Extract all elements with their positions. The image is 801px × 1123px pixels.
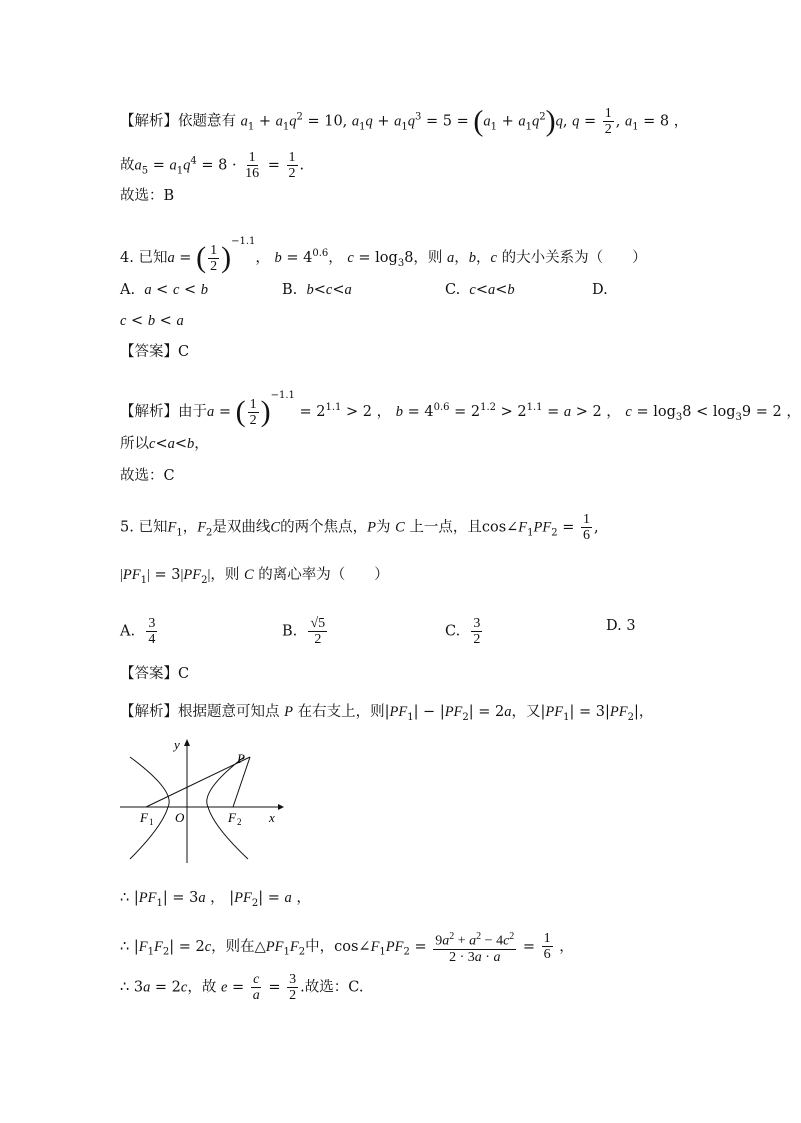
- text: ，又: [511, 704, 541, 720]
- segment-f1-p: [146, 757, 250, 807]
- analysis-label: 【解析】: [120, 113, 178, 130]
- answer-value: C: [178, 344, 190, 360]
- text: 上一点，且: [409, 519, 482, 536]
- text: ，则在: [211, 938, 255, 955]
- q5-step2: ∴ $|F_1F_2| = 2c$，则在$\triangle PF_1F_2$中，$\cos\angle F_1PF_2$ = $\frac{9a^2 + a^2 - 4c^2}{2 \cdot 3a \cdot a}$ = $\frac{1}{6}$ ，: [120, 931, 574, 965]
- q5-option-b: [282, 616, 329, 647]
- q5-step1: ∴ $|PF_1| = 3a$ ， $|PF_2| = a$ ，: [120, 890, 311, 909]
- text: 在右支上，则: [297, 704, 385, 720]
- q4-option-d-text: c < b < a: [120, 313, 184, 329]
- hyperbola-figure: [118, 735, 288, 865]
- q5-analysis: 【解析】根据题意可知点 P 在右支上，则$|PF_1| - |PF_2| = 2a$，又$|PF_1| = 3|PF_2|$，: [120, 704, 654, 723]
- fraction: $\frac{1}{2}$: [210, 242, 218, 274]
- f1-subscript: 1: [149, 817, 154, 827]
- text: 故: [120, 157, 135, 174]
- text: 的离心率为（ ）: [258, 567, 389, 583]
- q4-answer: [120, 342, 189, 362]
- q4-number: 4. 已知: [120, 250, 168, 266]
- analysis-label: 【解析】: [120, 404, 178, 420]
- q4-option-a: A. a < c < b: [120, 282, 208, 298]
- q5-option-c: [445, 616, 484, 647]
- origin-label: O: [175, 810, 185, 825]
- fraction: $\frac{1}{2}$: [249, 396, 257, 428]
- y-axis-arrow: [184, 739, 190, 746]
- hyperbola-right-branch: [207, 757, 248, 859]
- q4-stem: 4. 已知a = ( $\frac{1}{2}$ )$^{-1.1}$， $b = 4^{0.6}$， $c = \log_38$，则 a，b，c 的大小关系为（ ）: [120, 236, 647, 274]
- q5-stem-line2: $|PF_1| = 3|PF_2|$，则 C 的离心率为（ ）: [120, 567, 389, 586]
- q5-answer: [120, 664, 189, 684]
- text: ，则: [210, 567, 240, 583]
- fraction: $\frac{1}{16}$: [245, 150, 260, 181]
- q5-stem: 5. 已知$F_1$，$F_2$是双曲线C的两个焦点，P为 C 上一点，且$\cos\angle F_1PF_2$ = $\frac{1}{6}$ ,: [120, 512, 599, 543]
- q3-analysis-line2: 故$a_5 = a_1q^4 = 8$ · $\frac{1}{16}$ = $\frac{1}{2}$ .: [120, 150, 305, 181]
- fraction: $\frac{1}{2}$: [288, 150, 296, 181]
- q3-choose: 故选：B: [120, 188, 175, 204]
- f1-label: F: [140, 810, 148, 825]
- fraction: $\frac{√5}{2}$: [310, 616, 326, 647]
- q4-conclusion: 所以c<a<b，: [120, 436, 209, 452]
- fraction: $\frac{1}{6}$: [543, 931, 551, 963]
- q4-analysis: 【解析】由于a = ( $\frac{1}{2}$ )$^{-1.1} = 2^{1.1} > 2$ ， $b = 4^{0.6} = 2^{1.2} > 2^{1.1} = a > 2$ ， $c = \log_38 < \log_39 = 2$ ，: [120, 390, 801, 428]
- answer-label: 【答案】: [120, 666, 178, 682]
- text: 由于: [178, 404, 207, 420]
- fraction: $\frac{3}{2}$: [289, 972, 297, 1003]
- fraction: $\frac{1}{2}$: [604, 106, 612, 137]
- q5-option-a: [120, 616, 159, 647]
- text: 中，: [305, 938, 335, 955]
- analysis-label: 【解析】: [120, 704, 178, 720]
- f2-label: F: [228, 810, 236, 825]
- fraction: $\frac{1}{6}$: [583, 512, 590, 543]
- fraction: $\frac{c}{a}$: [252, 972, 260, 1003]
- q4-tail: 的大小关系为（ ）: [501, 250, 647, 266]
- text: 根据题意可知点: [178, 704, 280, 720]
- option-label: A.: [120, 282, 136, 298]
- answer-label: 【答案】: [120, 344, 178, 360]
- fraction: $\frac{3}{4}$: [148, 616, 156, 647]
- q3-analysis-text: 依题意有: [178, 113, 236, 130]
- p-label: P: [237, 751, 245, 766]
- q5-step3: ∴ 3a = 2c，故 e = $\frac{c}{a}$ = $\frac{3}{2}$ .故选：C.: [120, 972, 364, 1003]
- y-label: y: [174, 737, 180, 752]
- q4-choose: 故选：C: [120, 468, 175, 484]
- q5-number: 5. 已知: [120, 519, 168, 536]
- option-label: B.: [282, 623, 298, 640]
- q5-option-d: D. 3: [606, 618, 636, 634]
- q4-option-b: B. b<c<a: [282, 282, 352, 298]
- option-label: A.: [120, 623, 136, 640]
- q4-option-c: C. c<a<b: [445, 282, 515, 298]
- text: ，故: [187, 979, 217, 996]
- text: 的两个焦点，: [280, 519, 368, 536]
- q3-analysis-line: 【解析】依题意有 $a_1 + a_1q^2 = 10$, $a_1q + a_1q^3 = 5 = (a_1 + a_1q^2)q$, q = $\frac{1}{2}$ , $a_1 = 8$ ，: [120, 104, 689, 138]
- text: 为: [375, 519, 391, 536]
- fraction: $\frac{9a^2 + a^2 - 4c^2}{2 \cdot 3a \cdot a}$: [435, 931, 515, 965]
- option-label: C.: [445, 282, 461, 298]
- hyperbola-left-branch: [130, 757, 169, 859]
- f2-subscript: 2: [237, 817, 242, 827]
- option-label: B.: [282, 282, 298, 298]
- fraction: $\frac{3}{2}$: [473, 616, 481, 647]
- answer-value: C: [178, 666, 190, 682]
- text: 所以: [120, 436, 149, 452]
- x-axis-arrow: [278, 804, 284, 810]
- text: 故选：C.: [304, 979, 364, 996]
- text: 是双曲线: [212, 519, 271, 536]
- option-label: D.: [592, 282, 608, 298]
- option-label: C.: [445, 623, 461, 640]
- q4-option-d: [592, 280, 608, 300]
- x-label: x: [269, 810, 275, 825]
